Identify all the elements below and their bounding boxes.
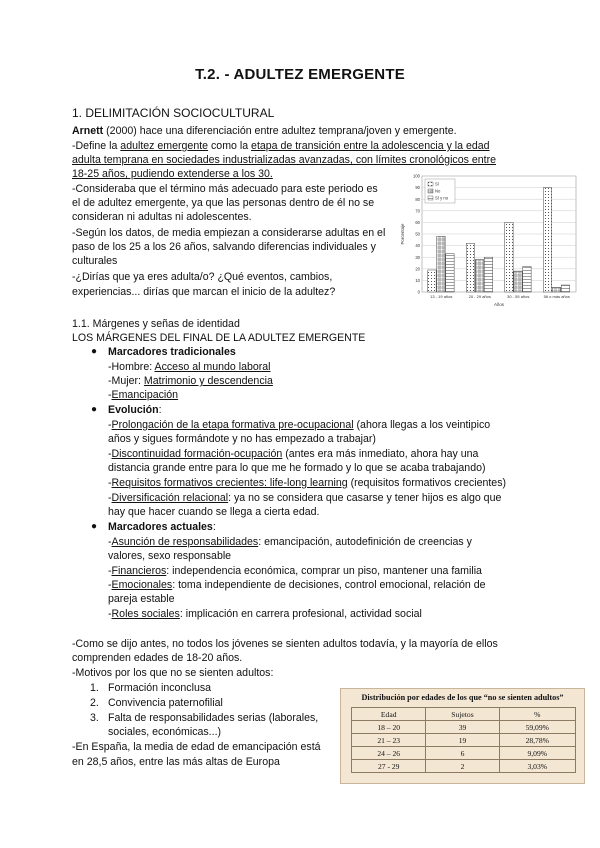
chart-y-tick-label: 70 [415, 208, 420, 214]
bullet-dot: ● [91, 404, 98, 415]
chart-y-tick-label: 10 [415, 278, 420, 283]
item-text: (ahora llegas a los veintipico [353, 419, 491, 431]
evolution-item-2 [108, 447, 478, 462]
chart-legend-swatch [428, 196, 433, 200]
chart-bar [523, 266, 531, 292]
chart-y-axis-label: Porcentaje [400, 223, 405, 245]
chart-y-tick-label: 20 [415, 266, 420, 272]
spain-line-2: en 28,5 años, entre las más altas de Europa [72, 756, 280, 768]
table-cell: 21 – 23 [352, 734, 426, 747]
chart-y-tick-label: 100 [413, 173, 420, 179]
chart-y-tick-label: 80 [415, 196, 420, 202]
current-item-1-line2: valores, sexo responsable [108, 550, 232, 562]
marker-mujer [108, 374, 273, 389]
reason-1-number: 1. [90, 682, 99, 694]
marker-value: Acceso al mundo laboral [154, 361, 271, 373]
marker-emancipacion [108, 388, 178, 403]
current-item-4 [108, 607, 422, 622]
chart-y-tick-label: 60 [415, 220, 420, 225]
adulthood-bar-chart [398, 170, 580, 318]
chart-x-tick-label: 13 - 19 años [430, 294, 453, 299]
item-text: (requisitos formativos crecientes) [347, 477, 507, 489]
chart-bar [437, 236, 445, 292]
chart-x-tick-label: 56 o más años [543, 294, 570, 299]
item-text: : emancipación, autodefinición de creencias y [258, 536, 472, 548]
page-title: T.2. - ADULTEZ EMERGENTE [195, 66, 405, 83]
chart-bar [484, 257, 492, 292]
definition-text: etapa de transición entre la adolescencia y la edad [251, 140, 490, 152]
chart-bar [514, 271, 522, 292]
reason-3-number: 3. [90, 712, 99, 724]
table-cell: 18 – 20 [352, 721, 426, 734]
prefix: - [108, 608, 112, 620]
table-cell: 6 [426, 747, 499, 760]
table-cell: 27 - 29 [352, 760, 426, 773]
table-cell: 24 – 26 [352, 747, 426, 760]
table-row [352, 747, 576, 760]
table-cell: 19 [426, 734, 499, 747]
chart-bar [543, 188, 551, 292]
label: Marcadores actuales [108, 521, 213, 533]
evolution-item-4-line2: hay que hacer cuando se llega a cierta edad. [108, 506, 320, 518]
item-term: Requisitos formativos crecientes: life-long learning [111, 477, 348, 489]
table-header-cell: Edad [352, 708, 426, 721]
age-distribution-table [340, 688, 585, 784]
chart-bar [505, 222, 513, 292]
chart-legend-label: No [435, 188, 441, 194]
paragraph-define-line1 [72, 139, 490, 154]
closing-line-1: -Como se dijo antes, no todos los jóvenes se sienten adultos todavía, y la mayoría de ellos [72, 638, 498, 650]
chart-legend-label: Sí y no [435, 195, 449, 201]
chart-legend-label: Sí [435, 181, 439, 187]
prefix: - [108, 448, 112, 460]
item-term: Roles sociales [111, 608, 180, 620]
table-row [352, 721, 576, 734]
colon: : [212, 521, 216, 533]
chart-bar [475, 260, 483, 292]
chart-legend-swatch [428, 182, 433, 186]
reason-3-text: Falta de responsabilidades serias (laborales, [108, 712, 319, 724]
paragraph-question-1: -¿Dirías que ya eres adulta/o? ¿Qué eventos, cambios, [72, 271, 333, 283]
paragraph-consideraba-1: -Consideraba que el término más adecuado para este periodo es [72, 183, 378, 195]
author-name: Arnett [72, 125, 104, 137]
marker-value: Emancipación [111, 389, 179, 401]
table-row [352, 734, 576, 747]
prefix: - [108, 477, 112, 489]
closing-line-3: -Motivos por los que no se sienten adultos: [72, 667, 274, 679]
chart-bar [561, 285, 569, 292]
paragraph-text: (2000) hace una diferenciación entre adultez temprana/joven y emergente. [103, 125, 457, 137]
chart-x-tick-label: 20 - 29 años [468, 294, 491, 299]
reason-3-line2: sociales, económicas...) [108, 726, 222, 738]
label: Marcadores tradicionales [108, 346, 236, 358]
item-term: Discontinuidad formación-ocupación [111, 448, 283, 460]
section-heading-delimitacion: 1. DELIMITACIÓN SOCIOCULTURAL [72, 106, 275, 120]
table-cell: 28,78% [499, 734, 575, 747]
evolution-item-1 [108, 418, 490, 433]
current-item-1 [108, 535, 472, 550]
prefix: - [108, 389, 112, 401]
colon: : [158, 404, 162, 416]
chart-bar [466, 243, 474, 292]
paragraph-question-2: experiencias... dirías que marcan el inicio de la adultez? [72, 286, 336, 298]
subheading-margenes: LOS MÁRGENES DEL FINAL DE LA ADULTEZ EMERGENTE [72, 332, 366, 344]
table-cell: 2 [426, 760, 499, 773]
prefix: - [108, 536, 112, 548]
prefix: - [108, 419, 112, 431]
reason-1-text: Formación inconclusa [108, 682, 212, 694]
text: -Define la [72, 140, 121, 152]
item-text: : toma independiente de decisiones, control emocional, relación de [172, 579, 486, 591]
paragraph-segun-1: -Según los datos, de media empiezan a considerarse adultas en el [72, 227, 386, 239]
bullet-dot: ● [91, 346, 98, 357]
reason-2-text: Convivencia paternofilial [108, 697, 223, 709]
paragraph-segun-3: culturales [72, 255, 118, 267]
current-markers-label [108, 520, 216, 535]
closing-line-2: comprenden edades de 18-20 años. [72, 652, 243, 664]
paragraph-arnett [72, 124, 457, 139]
item-text: : ya no se considera que casarse y tener hijos es algo que [228, 492, 502, 504]
paragraph-segun-2: paso de los 25 a los 26 años, salvando diferencias individuales y [72, 241, 376, 253]
current-item-3 [108, 578, 486, 593]
item-term: Financieros [111, 565, 167, 577]
prefix: - [108, 565, 112, 577]
chart-bar [446, 254, 454, 292]
paragraph-consideraba-2: el de adultez emergente, ya que las personas dentro de él no se [72, 197, 375, 209]
prefix: -Mujer: [108, 375, 144, 387]
evolution-item-3 [108, 476, 506, 491]
item-term: Diversificación relacional [111, 492, 229, 504]
item-term: Prolongación de la etapa formativa pre-ocupacional [111, 419, 354, 431]
current-item-3-line2: pareja estable [108, 593, 175, 605]
evolution-item-2-line2: distancia grande entre para lo que me he formado y lo que se acaba trabajando) [108, 462, 486, 474]
evolution-item-4 [108, 491, 501, 506]
chart-bar [552, 287, 560, 292]
bullet-dot: ● [91, 521, 98, 532]
chart-y-tick-label: 90 [415, 185, 420, 191]
item-text: : independencia económica, comprar un piso, mantener una familia [166, 565, 482, 577]
prefix: - [108, 492, 112, 504]
table-cell: 59,09% [499, 721, 575, 734]
table-header-cell: Sujetos [426, 708, 499, 721]
evolution-item-1-line2: años y sigues formándote y no has empezado a trabajar) [108, 433, 376, 445]
traditional-markers-label [108, 345, 236, 360]
table-row [352, 760, 576, 773]
evolution-label [108, 403, 162, 418]
table-caption: Distribución por edades de los que “no se sienten adultos” [361, 693, 564, 702]
prefix: -Hombre: [108, 361, 155, 373]
table-header-row [352, 708, 576, 721]
table-header-cell: % [499, 708, 575, 721]
item-term: Asunción de responsabilidades [111, 536, 259, 548]
marker-hombre [108, 360, 271, 375]
chart-bar [428, 270, 436, 292]
chart-legend-swatch [428, 189, 433, 193]
paragraph-define-line2: adulta temprana en sociedades industrializadas avanzadas, con límites cronológicos entre [72, 154, 496, 166]
item-text: (antes era más inmediato, ahora hay una [282, 448, 479, 460]
reason-2-number: 2. [90, 697, 99, 709]
item-term: Emocionales [111, 579, 173, 591]
chart-y-tick-label: 40 [415, 243, 420, 249]
chart-y-tick-label: 0 [417, 289, 420, 295]
section-heading-margenes: 1.1. Márgenes y señas de identidad [72, 318, 240, 330]
label: Evolución [108, 404, 159, 416]
table-cell: 39 [426, 721, 499, 734]
spain-line-1: -En España, la media de edad de emancipación está [72, 741, 321, 753]
table-grid [351, 707, 576, 773]
text: como la [208, 140, 252, 152]
item-text: : implicación en carrera profesional, actividad social [179, 608, 422, 620]
table-cell: 3,03% [499, 760, 575, 773]
term-adultez-emergente: adultez emergente [120, 140, 209, 152]
paragraph-consideraba-3: consideran ni adultas ni adolescentes. [72, 211, 252, 223]
paragraph-define-line3: 18-25 años, pudiendo extenderse a los 30. [72, 168, 273, 180]
marker-value: Matrimonio y descendencia [143, 375, 273, 387]
current-item-2 [108, 564, 482, 579]
table-cell: 9,09% [499, 747, 575, 760]
chart-y-tick-label: 50 [415, 231, 420, 237]
chart-y-tick-label: 30 [415, 254, 420, 260]
prefix: - [108, 579, 112, 591]
chart-x-axis-label: Años [493, 302, 505, 307]
chart-x-tick-label: 30 - 55 años [507, 294, 530, 299]
